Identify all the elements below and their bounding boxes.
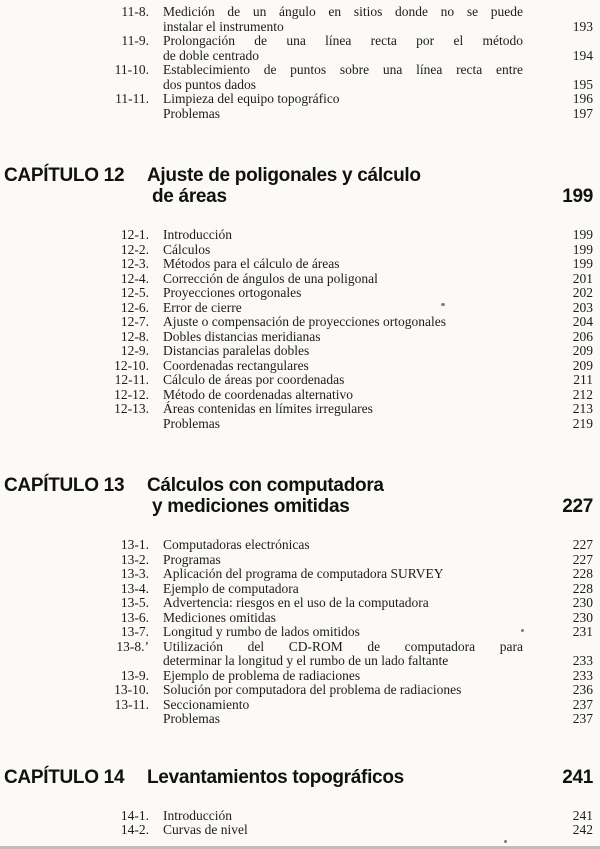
entry-number: 12-9. [120, 343, 149, 358]
entry-page-number: 212 [572, 386, 593, 402]
entry-page-number: 201 [572, 270, 593, 286]
entry-number: 12-10. [114, 357, 149, 373]
entry-page-number: 196 [572, 91, 593, 106]
toc-entry [0, 330, 593, 345]
toc-entry [0, 567, 593, 582]
entry-number: 12-7. [120, 314, 149, 329]
entry-page-number: 213 [572, 401, 593, 416]
chapter-title-line: Levantamientos topográficos [147, 766, 404, 788]
entry-page-number: 241 [572, 807, 593, 823]
entry-number: 12-13. [114, 401, 149, 416]
entry-line: Proyecciones ortogonales [163, 285, 302, 300]
entry-page-number: 231 [572, 624, 593, 639]
entry-page-number: 209 [572, 357, 593, 373]
toc-entry [0, 402, 593, 417]
entry-line: Cálculos [163, 241, 211, 257]
entry-number: 14-2. [120, 822, 149, 837]
toc-entry [0, 63, 593, 92]
entry-number: 14-1. [120, 807, 149, 823]
entry-number: 11-10. [114, 62, 149, 77]
scan-speck [441, 303, 445, 306]
entry-line: Ejemplo de computadora [163, 580, 299, 596]
entry-line: de doble centrado [163, 47, 259, 63]
entry-line: Dobles distancias meridianas [163, 328, 321, 344]
chapter-title [147, 165, 421, 207]
toc-entry [0, 272, 593, 287]
entry-number: 13-11. [114, 696, 149, 712]
entry-number: 13-7. [120, 624, 149, 639]
entry-number: 12-5. [120, 285, 149, 300]
entry-page-number: 228 [572, 580, 593, 596]
chapter-heading-13 [0, 475, 593, 517]
entry-page-number: 219 [572, 415, 593, 431]
toc-entry [0, 107, 593, 122]
toc-entry [0, 712, 593, 727]
entry-number: 12-3. [120, 256, 149, 271]
chapter-heading-12 [0, 165, 593, 207]
entry-number: 11-8. [121, 4, 149, 19]
toc-entry [0, 359, 593, 374]
entry-number: 12-11. [114, 372, 149, 387]
entry-number: 13-10. [114, 682, 149, 697]
entry-page-number: 227 [572, 537, 593, 552]
chapter-title-line: Cálculos con computadora [147, 475, 384, 496]
entry-number: 13-1. [120, 537, 149, 552]
entry-line: Problemas [163, 415, 220, 431]
entry-line: Cálculo de áreas por coordenadas [163, 372, 345, 387]
entry-page-number: 202 [572, 285, 593, 300]
toc-entry [0, 625, 593, 640]
chapter-title-line: Ajuste de poligonales y cálculo [147, 165, 421, 186]
entry-page-number: 209 [572, 343, 593, 358]
entry-title [163, 107, 523, 122]
entry-number: 13-9. [120, 667, 149, 683]
toc-entry [0, 417, 593, 432]
chapter-title [147, 475, 384, 517]
toc-entry [0, 315, 593, 330]
entry-line: Áreas contenidas en límites irregulares [163, 401, 373, 416]
entry-line: Problemas [163, 711, 220, 726]
chapter-page-number: 227 [562, 496, 593, 517]
toc-entry [0, 538, 593, 553]
entry-line: Solución por computadora del problema de radiaciones [163, 682, 462, 697]
chapter-title-line: y mediciones omitidas [152, 496, 350, 517]
toc-entry [0, 683, 593, 698]
entry-page-number: 195 [572, 76, 593, 92]
toc-entry [0, 669, 593, 684]
entry-line: Medición de un ángulo en sitios donde no se puede [163, 4, 523, 19]
toc-entry [0, 611, 593, 626]
entry-page-number: 227 [572, 551, 593, 567]
entry-title [163, 5, 523, 34]
entry-page-number: 199 [572, 227, 593, 242]
entry-line: Introducción [163, 227, 232, 242]
entry-line: Ajuste o compensación de proyecciones ortogonales [163, 314, 447, 329]
toc-entry [0, 640, 593, 669]
chapter-page-number: 199 [562, 186, 593, 207]
entry-page-number: 199 [572, 241, 593, 257]
scan-speck [504, 840, 507, 843]
entry-page-number: 242 [572, 822, 593, 837]
entry-number: 13-4. [120, 580, 149, 596]
entry-line: Seccionamiento [163, 696, 250, 712]
entry-number: 11-11. [115, 91, 149, 106]
entry-line: Advertencia: riesgos en el uso de la computadora [163, 595, 429, 610]
chapter-13-entries [0, 538, 593, 727]
toc-entry [0, 228, 593, 243]
entry-number: 13-6. [120, 609, 149, 625]
entry-line: Prolongación de una línea recta por el método [163, 33, 523, 48]
entry-line: Limpieza del equipo topográfico [163, 91, 340, 106]
entry-number: 13-5. [120, 595, 149, 610]
entry-title [163, 34, 523, 63]
entry-line: Ejemplo de problema de radiaciones [163, 667, 361, 683]
entry-page-number: 230 [572, 595, 593, 610]
toc-entry [0, 34, 593, 63]
entry-line: Introducción [163, 807, 232, 823]
toc-entry [0, 823, 593, 838]
entry-line: Error de cierre [163, 299, 242, 315]
toc-entry [0, 344, 593, 359]
toc-entry [0, 286, 593, 301]
entry-line: Longitud y rumbo de lados omitidos [163, 624, 360, 639]
entry-line: instalar el instrumento [163, 18, 284, 34]
chapter-label: CAPÍTULO 12 [4, 165, 125, 186]
entry-line: dos puntos dados [163, 76, 257, 92]
chapter-14-entries [0, 809, 593, 838]
entry-line: Mediciones omitidas [163, 609, 276, 625]
chapter-title-line: de áreas [152, 186, 227, 207]
entry-line: Computadoras electrónicas [163, 537, 310, 552]
entry-page-number: 203 [572, 299, 593, 315]
scan-speck [521, 629, 524, 632]
entry-line: Métodos para el cálculo de áreas [163, 256, 340, 271]
entry-line: Aplicación del programa de computadora SURVEY [163, 566, 444, 581]
entry-page-number: 197 [572, 105, 593, 121]
toc-entry [0, 5, 593, 34]
entry-number: 12-4. [120, 270, 149, 286]
entry-number: 12-12. [114, 386, 149, 402]
entry-page-number: 228 [572, 566, 593, 581]
entry-number: 12-8. [120, 328, 149, 344]
toc-entry [0, 243, 593, 258]
entry-number: 13-8.’ [116, 638, 149, 654]
entry-number: 12-1. [120, 227, 149, 242]
entry-title [163, 640, 523, 669]
entry-title [163, 63, 523, 92]
toc-entry [0, 92, 593, 107]
toc-entry [0, 582, 593, 597]
entry-page-number: 194 [572, 47, 593, 63]
entry-page-number: 237 [572, 696, 593, 712]
entry-title [163, 92, 523, 107]
entry-number: 13-2. [120, 551, 149, 567]
toc-entry [0, 373, 593, 388]
entry-line: Método de coordenadas alternativo [163, 386, 354, 402]
entry-page-number: 199 [572, 256, 593, 271]
entry-page-number: 237 [572, 711, 593, 726]
chapter-title [147, 767, 404, 788]
chapter-12-entries [0, 228, 593, 431]
toc-entry [0, 388, 593, 403]
entry-page-number: 193 [572, 18, 593, 34]
entry-line: Corrección de ángulos de una poligonal [163, 270, 378, 286]
entry-line: Establecimiento de puntos sobre una línea recta entre [163, 62, 523, 77]
chapter-label: CAPÍTULO 14 [4, 766, 125, 788]
entry-line: Curvas de nivel [163, 822, 248, 837]
entry-number: 13-3. [120, 566, 149, 581]
chapter-label: CAPÍTULO 13 [4, 475, 125, 496]
chapter-page-number: 241 [562, 766, 593, 788]
toc-entry [0, 596, 593, 611]
entry-line: Distancias paralelas dobles [163, 343, 310, 358]
toc-entry [0, 698, 593, 713]
entry-number: 11-9. [121, 33, 149, 48]
entry-page-number: 233 [572, 653, 593, 668]
entry-number: 12-6. [120, 299, 149, 315]
entry-page-number: 233 [572, 667, 593, 683]
entry-number: 12-2. [120, 241, 149, 257]
toc-entry [0, 809, 593, 824]
toc-entry [0, 553, 593, 568]
entry-page-number: 236 [572, 682, 593, 697]
entry-line: Utilización del CD-ROM de computadora para [163, 638, 523, 654]
chapter-heading-14 [0, 767, 593, 788]
toc-entry [0, 301, 593, 316]
entry-page-number: 204 [572, 314, 593, 329]
entry-page-number: 206 [572, 328, 593, 344]
entry-page-number: 211 [573, 372, 593, 387]
entry-line: Coordenadas rectangulares [163, 357, 309, 373]
entry-line: Programas [163, 551, 221, 567]
entry-line: determinar la longitud y el rumbo de un lado faltante [163, 653, 449, 668]
entry-line: Problemas [163, 105, 220, 121]
entry-page-number: 230 [572, 609, 593, 625]
toc-entry [0, 257, 593, 272]
chapter-11-entries [0, 5, 593, 121]
